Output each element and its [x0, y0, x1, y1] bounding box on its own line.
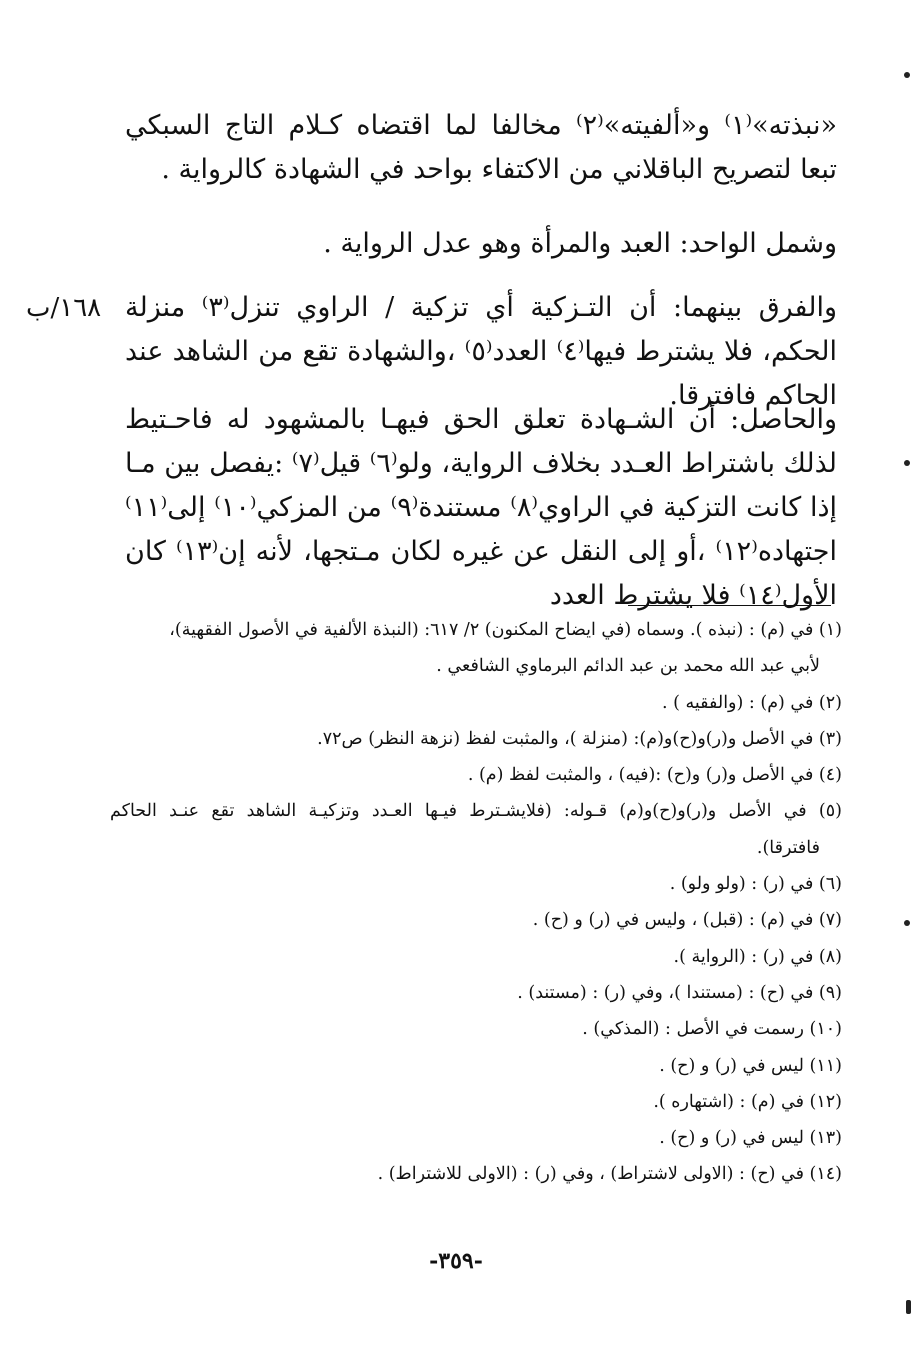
footnote-8: (٨) في (ر) : (الرواية ). [673, 946, 842, 967]
paragraph-4: والحاصل: أن الشـهادة تعلق الحق فيهـا بالمشهود له فاحـتيط لذلك باشتراط العـدد بخلاف الرواية، ولو⁽٦⁾ قيل⁽٧⁾ :يفصل بين مـا إذا كانت التزكية في الراوي⁽٨⁾ مستندة⁽٩⁾ من المزكي⁽١٠⁾ إلى⁽١١⁾ اجتهاده⁽١٢⁾ ،أو إلى النقل عن غيره لكان مـتجها، لأنه إن⁽١٣⁾ كان الأول⁽١٤⁾ فلا يشترط العدد [125, 404, 837, 611]
paragraph-3: والفرق بينهما: أن التـزكية أي تزكية / الراوي تنزل⁽٣⁾ منزلة الحكم، فلا يشترط فيها⁽٤⁾ العدد⁽٥⁾ ،والشهادة تقع من الشاهد عند الحاكم فافترقا. [125, 292, 837, 411]
footnote-12: (١٢) في (م) : (اشتهاره ). [653, 1091, 842, 1112]
footnote-9: (٩) في (ح) : (مستندا )، وفي (ر) : (مستند) . [517, 982, 842, 1003]
footnote-1-continuation: لأبي عبد الله محمد بن عبد الدائم البرماوي الشافعي . [436, 656, 820, 677]
paragraph-1: «نبذته»⁽١⁾ و«ألفيته»⁽٢⁾ مخالفا لما اقتضاه كـلام التاج السبكي تبعا لتصريح الباقلاني من الاكتفاء بواحد في الشهادة كالرواية . [125, 110, 837, 185]
scan-speck [906, 1300, 911, 1314]
main-text-block [125, 104, 837, 192]
footnote-10: (١٠) رسمت في الأصل : (المذكي) . [582, 1019, 842, 1040]
footnote-separator [628, 605, 831, 606]
paragraph-2: وشمل الواحد: العبد والمرأة وهو عدل الرواية . [323, 228, 837, 259]
footnote-6: (٦) في (ر) : (ولو ولو) . [669, 874, 842, 895]
footnote-13: (١٣) ليس في (ر) و (ح) . [659, 1128, 842, 1149]
footnotes-block [110, 612, 842, 1193]
footnote-11: (١١) ليس في (ر) و (ح) . [659, 1055, 842, 1076]
footnote-7: (٧) في (م) : (قبل) ، وليس في (ر) و (ح) . [532, 910, 842, 931]
footnote-1: (١) في (م) : (نبذه ). وسماه (في ايضاح المكنون) ٢/ ٦١٧: (النبذة الألفية في الأصول الفقهية)، [169, 620, 842, 640]
footnote-2: (٢) في (م) : (والفقيه ) . [661, 692, 842, 713]
footnote-3: (٣) في الأصل و(ر)و(ح)و(م): (منزلة )، والمثبت لفظ (نزهة النظر) ص٧٢. [317, 728, 842, 749]
paragraph-4-block [125, 398, 837, 618]
footnote-5: (٥) في الأصل و(ر)و(ح)و(م) قـوله: (فلايشـترط فيـها العـدد وتزكيـة الشاهد تقع عنـد الحاكم [110, 801, 842, 822]
footnote-5-continuation: فافترقا). [756, 837, 820, 858]
scan-speck [904, 72, 910, 78]
scan-speck [904, 920, 910, 926]
scan-speck [904, 460, 910, 466]
folio-margin-note: ١٦٨/ب [26, 293, 102, 323]
page-number: -٣٥٩- [429, 1248, 483, 1274]
paragraph-2-block [125, 222, 837, 266]
footnote-4: (٤) في الأصل و(ر) و(ح) :(فيه) ، والمثبت لفظ (م) . [467, 765, 842, 786]
footnote-14: (١٤) في (ح) : (الاولى لاشتراط) ، وفي (ر) : (الاولى للاشتراط) . [377, 1164, 842, 1185]
